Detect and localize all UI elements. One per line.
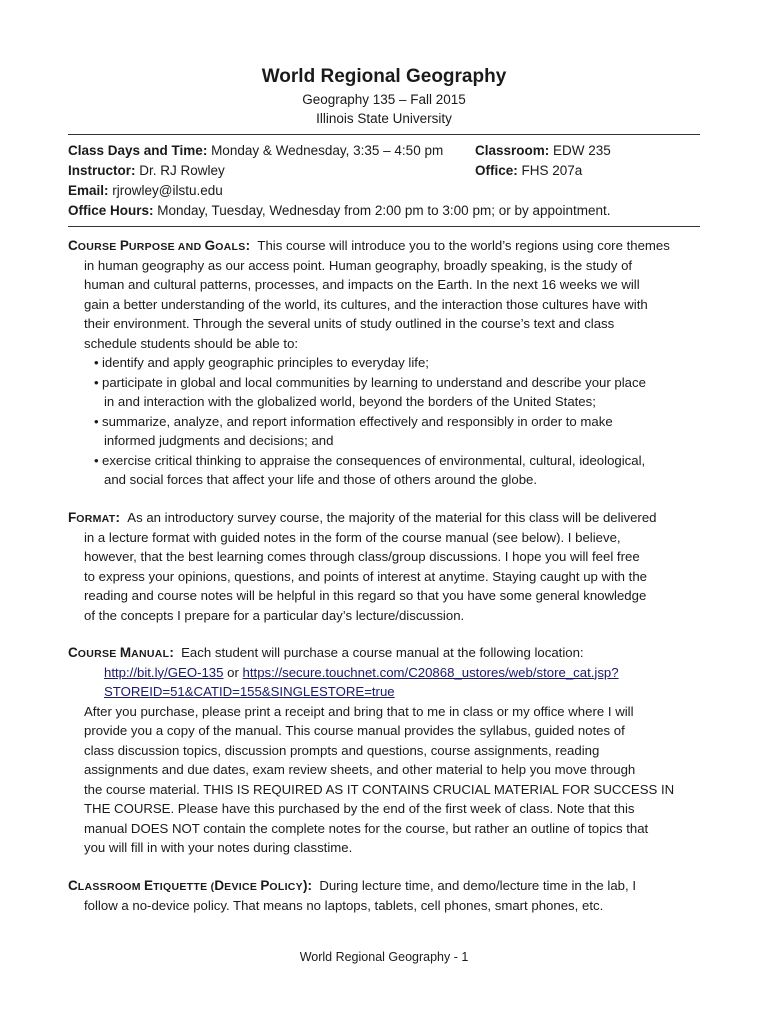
format-text-line: in a lecture format with guided notes in the form of the course manual (see below). I believe,	[84, 529, 621, 545]
info-row-2	[68, 161, 708, 181]
etiquette-text-line: follow a no-device policy. That means no laptops, tablets, cell phones, smart phones, etc.	[84, 897, 604, 913]
manual-text-line: After you purchase, please print a receipt and bring that to me in class or my office where I will	[84, 703, 634, 719]
purpose-text-line: schedule students should be able to:	[84, 335, 299, 351]
format-text-line: As an introductory survey course, the majority of the material for this class will be delivered	[127, 510, 657, 525]
document-header	[0, 64, 768, 128]
email-field: Email: rjrowley@ilstu.edu	[68, 183, 223, 198]
format-text-line: to express your opinions, questions, and points of interest at anytime. Staying caught up with the	[84, 568, 647, 584]
section-format	[68, 508, 704, 625]
class-days-field: Class Days and Time: Monday & Wednesday, 3:35 – 4:50 pm	[68, 143, 444, 158]
etiquette-first-line	[68, 876, 704, 896]
info-row-1	[68, 141, 708, 161]
info-row-4	[68, 201, 708, 221]
touchnet-store-link-continued[interactable]: STOREID=51&CATID=155&SINGLESTORE=true	[104, 684, 395, 699]
bullet-icon: •	[94, 413, 99, 429]
touchnet-store-link[interactable]: https://secure.touchnet.com/C20868_ustores/web/store_cat.jsp?	[242, 664, 619, 680]
purpose-heading: COURSE PURPOSE AND GOALS:	[68, 238, 251, 253]
goal-bullet: • participate in global and local communities by learning to understand and describe your place	[68, 373, 704, 393]
manual-text-line: THE COURSE. Please have this purchased by the end of the first week of class. Note that this	[84, 801, 635, 816]
goal-bullet: • identify and apply geographic principles to everyday life;	[68, 353, 704, 373]
purpose-first-line	[68, 236, 704, 256]
etiquette-text-line: During lecture time, and demo/lecture time in the lab, I	[319, 878, 636, 893]
university-name: Illinois State University	[316, 111, 452, 126]
goal-bullet-continuation: in and interaction with the globalized world, beyond the borders of the United States;	[104, 394, 596, 409]
format-heading: FORMAT:	[68, 510, 120, 525]
purpose-text-line: their environment. Through the several units of study outlined in the course’s text and class	[84, 316, 615, 331]
goal-bullet: • summarize, analyze, and report information effectively and responsibly in order to make	[68, 412, 704, 432]
etiquette-heading: CLASSROOM ETIQUETTE (DEVICE POLICY):	[68, 878, 312, 893]
classroom-field: Classroom: EDW 235	[475, 143, 611, 158]
manual-first-line	[68, 643, 704, 663]
bullet-icon: •	[94, 374, 99, 390]
format-text-line: however, that the best learning comes through class/group discussions. I hope you will feel free	[84, 549, 640, 564]
manual-text-line: assignments and due dates, exam review sheets, and other material to help you move through	[84, 762, 636, 777]
purpose-text-line: human and cultural patterns, processes, and impacts on the Earth. In the next 16 weeks we will	[84, 277, 640, 292]
section-course-manual	[68, 643, 704, 858]
manual-text-line: you will fill in with your notes during classtime.	[84, 840, 353, 855]
goal-bullet: • exercise critical thinking to appraise the consequences of environmental, cultural, ideological,	[68, 451, 704, 471]
purpose-text-line: gain a better understanding of the world, its cultures, and the interaction those cultures have with	[84, 296, 648, 312]
purpose-text-line: in human geography as our access point. Human geography, broadly speaking, is the study of	[84, 257, 633, 273]
course-info-block	[68, 141, 708, 221]
top-divider	[68, 134, 700, 135]
info-divider	[68, 226, 700, 227]
office-hours-field: Office Hours: Monday, Tuesday, Wednesday from 2:00 pm to 3:00 pm; or by appointment.	[68, 203, 611, 218]
purpose-text-line: This course will introduce you to the world’s regions using core themes	[257, 238, 670, 253]
format-text-line: of the concepts I prepare for a particular day’s lecture/discussion.	[84, 607, 465, 623]
manual-text-line: provide you a copy of the manual. This course manual provides the syllabus, guided notes of	[84, 723, 625, 738]
bullet-icon: •	[94, 452, 99, 468]
manual-text-line: manual DOES NOT contain the complete notes for the course, but rather an outline of topics that	[84, 820, 649, 836]
format-first-line	[68, 508, 704, 528]
bitly-link[interactable]: http://bit.ly/GEO-135	[104, 664, 224, 680]
goal-bullet-continuation: informed judgments and decisions; and	[104, 433, 334, 448]
course-number: Geography 135 – Fall 2015	[302, 92, 466, 107]
instructor-field: Instructor: Dr. RJ Rowley	[68, 163, 225, 178]
section-classroom-etiquette	[68, 876, 704, 915]
page-footer: World Regional Geography - 1	[299, 950, 469, 964]
manual-text-line: class discussion topics, discussion prompts and questions, course assignments, reading	[84, 742, 600, 758]
manual-heading: COURSE MANUAL:	[68, 645, 174, 660]
goal-bullet-continuation: and social forces that affect your life and those of others around the globe.	[104, 472, 538, 487]
info-row-3	[68, 181, 708, 201]
document-title: World Regional Geography	[261, 66, 507, 87]
bullet-icon: •	[94, 355, 99, 370]
manual-links-line: http://bit.ly/GEO-135 or https://secure.touchnet.com/C20868_ustores/web/store_cat.jsp?	[104, 664, 619, 680]
manual-text-line: the course material. THIS IS REQUIRED AS IT CONTAINS CRUCIAL MATERIAL FOR SUCCESS IN	[84, 781, 675, 797]
format-text-line: reading and course notes will be helpful in this regard so that you have some general knowledge	[84, 588, 647, 603]
manual-links-line-2	[68, 682, 704, 702]
office-field: Office: FHS 207a	[475, 163, 583, 178]
manual-intro: Each student will purchase a course manual at the following location:	[181, 645, 584, 660]
section-purpose	[68, 236, 704, 490]
